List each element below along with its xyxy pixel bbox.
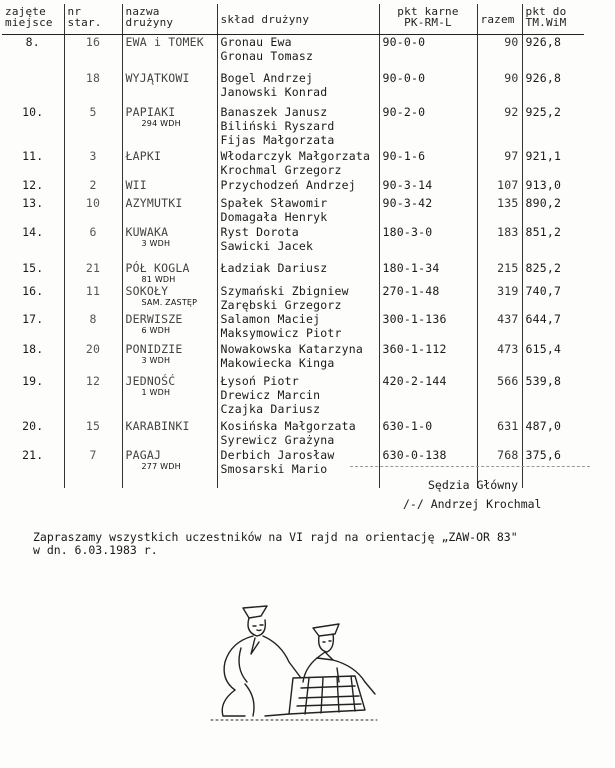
member-name: Włodarczyk Małgorzata xyxy=(220,148,371,163)
team-name: EWA i TOMEK xyxy=(125,35,204,49)
table-row xyxy=(2,261,584,284)
members-cell xyxy=(217,105,379,149)
penalty-cell: 360-1-112 xyxy=(379,342,477,374)
team-name-cell xyxy=(122,312,217,342)
member-name: Fijas Małgorzata xyxy=(220,132,335,147)
place-cell: 10. xyxy=(22,104,44,119)
members-cell xyxy=(217,261,379,284)
start-number-cell: 16 xyxy=(64,35,122,71)
team-name: ŁAPKI xyxy=(125,148,162,163)
member-name: Ładziak Dariusz xyxy=(220,260,328,275)
header-team: nazwa drużyny xyxy=(122,4,217,35)
start-number-cell: 12 xyxy=(64,374,122,419)
team-name: WYJĄTKOWI xyxy=(125,70,190,85)
member-name: Janowski Konrad xyxy=(220,84,328,99)
sum-cell: 97 xyxy=(477,149,522,178)
members-cell xyxy=(217,419,379,448)
table-row xyxy=(2,35,584,71)
penalty-cell: 90-1-6 xyxy=(379,149,477,178)
team-name: SOKOŁY xyxy=(125,283,169,298)
sum-cell: 107 xyxy=(477,178,522,196)
table-row xyxy=(2,342,584,374)
team-note: 3 WDH xyxy=(141,238,171,248)
table-row xyxy=(2,178,584,196)
place-cell: 8. xyxy=(25,35,40,49)
team-name: JEDNOŚĆ xyxy=(125,373,176,388)
sum-cell: 768 xyxy=(477,448,522,488)
points-cell: 375,6 xyxy=(522,448,584,488)
member-name: Gronau Tomasz xyxy=(220,49,314,63)
team-note: 277 WDH xyxy=(141,461,181,471)
member-name: Ryst Dorota xyxy=(220,224,299,239)
sum-cell: 631 xyxy=(477,419,522,448)
members-cell xyxy=(217,178,379,196)
penalty-cell: 90-0-0 xyxy=(379,71,477,105)
penalty-cell: 90-3-14 xyxy=(379,178,477,196)
member-name: Syrewicz Grażyna xyxy=(220,432,335,447)
header-members: skład drużyny xyxy=(217,4,379,35)
members-cell xyxy=(217,374,379,419)
penalty-cell: 630-1-0 xyxy=(379,419,477,448)
table-row xyxy=(2,196,584,225)
members-cell xyxy=(217,342,379,374)
signature-divider xyxy=(350,466,590,467)
place-cell: 21. xyxy=(22,447,44,462)
start-number-cell: 3 xyxy=(64,149,122,178)
scouts-with-map-sketch xyxy=(205,598,385,726)
start-number-cell: 11 xyxy=(64,284,122,312)
member-name: Salamon Maciej xyxy=(220,311,321,326)
points-cell: 913,0 xyxy=(522,178,584,196)
members-cell xyxy=(217,196,379,225)
results-table xyxy=(2,4,584,488)
team-name-cell xyxy=(122,448,217,488)
sum-cell: 92 xyxy=(477,105,522,149)
points-cell: 921,1 xyxy=(522,149,584,178)
penalty-cell: 420-2-144 xyxy=(379,374,477,419)
points-cell: 615,4 xyxy=(522,342,584,374)
sum-cell: 135 xyxy=(477,196,522,225)
start-number-cell: 10 xyxy=(64,196,122,225)
judge-name: /-/ Andrzej Krochmal xyxy=(403,497,542,511)
team-note: 3 WDH xyxy=(141,355,171,365)
penalty-cell: 90-3-42 xyxy=(379,196,477,225)
member-name: Krochmal Grzegorz xyxy=(220,162,342,177)
start-number-cell: 2 xyxy=(64,178,122,196)
sum-cell: 473 xyxy=(477,342,522,374)
place-cell: 17. xyxy=(22,311,44,326)
place-cell: 20. xyxy=(22,418,44,433)
table-row xyxy=(2,312,584,342)
team-name: KUWAKA xyxy=(125,224,169,239)
penalty-cell: 270-1-48 xyxy=(379,284,477,312)
points-cell: 890,2 xyxy=(522,196,584,225)
sum-cell: 183 xyxy=(477,225,522,261)
header-sum: razem xyxy=(477,4,522,35)
header-nr: nr star. xyxy=(64,4,122,35)
member-name: Zarębski Grzegorz xyxy=(220,297,342,312)
member-name: Derbich Jarosław xyxy=(220,447,335,462)
member-name: Gronau Ewa xyxy=(220,35,292,49)
team-name-cell xyxy=(122,225,217,261)
sum-cell: 437 xyxy=(477,312,522,342)
team-note: 294 WDH xyxy=(141,118,181,128)
team-name-cell xyxy=(122,261,217,284)
penalty-cell: 180-1-34 xyxy=(379,261,477,284)
members-cell xyxy=(217,284,379,312)
team-name-cell xyxy=(122,149,217,178)
member-name: Spałek Sławomir xyxy=(220,195,328,210)
table-row xyxy=(2,105,584,149)
penalty-cell: 90-0-0 xyxy=(379,35,477,71)
sum-cell: 319 xyxy=(477,284,522,312)
points-cell: 740,7 xyxy=(522,284,584,312)
team-note: 81 WDH xyxy=(141,274,176,284)
member-name: Nowakowska Katarzyna xyxy=(220,341,363,356)
start-number-cell: 18 xyxy=(64,71,122,105)
place-cell: 16. xyxy=(22,283,44,298)
team-name: PAPIAKI xyxy=(125,104,176,119)
team-name-cell xyxy=(122,71,217,105)
start-number-cell: 20 xyxy=(64,342,122,374)
points-cell: 539,8 xyxy=(522,374,584,419)
team-name: PAGAJ xyxy=(125,447,162,462)
invitation-line-1: Zapraszamy wszystkich uczestników na VI rajd na orientację „ZAW-OR 83" xyxy=(33,530,518,544)
table-row xyxy=(2,149,584,178)
member-name: Łysoń Piotr xyxy=(220,373,299,388)
member-name: Bogel Andrzej xyxy=(220,70,314,85)
place-cell: 13. xyxy=(22,195,44,210)
invitation-line-2: w dn. 6.03.1983 r. xyxy=(33,543,158,557)
points-cell: 926,8 xyxy=(522,35,584,71)
team-name: DERWISZE xyxy=(125,311,183,326)
invitation-text xyxy=(33,531,518,557)
points-cell: 487,0 xyxy=(522,419,584,448)
member-name: Kosińska Małgorzata xyxy=(220,418,356,433)
penalty-cell: 630-0-138 xyxy=(379,448,477,488)
sum-cell: 90 xyxy=(477,71,522,105)
team-note: 6 WDH xyxy=(141,325,171,335)
team-name-cell xyxy=(122,342,217,374)
place-cell xyxy=(2,71,64,105)
start-number-cell: 8 xyxy=(64,312,122,342)
place-cell: 11. xyxy=(22,148,44,163)
sum-cell: 90 xyxy=(477,35,522,71)
sum-cell: 215 xyxy=(477,261,522,284)
table-row xyxy=(2,419,584,448)
members-cell xyxy=(217,312,379,342)
team-name-cell xyxy=(122,196,217,225)
place-cell: 18. xyxy=(22,341,44,356)
member-name: Banaszek Janusz xyxy=(220,104,328,119)
points-cell: 851,2 xyxy=(522,225,584,261)
team-note: SAM. ZASTĘP xyxy=(141,297,198,307)
table-row xyxy=(2,71,584,105)
member-name: Przychodzeń Andrzej xyxy=(220,177,356,192)
start-number-cell: 15 xyxy=(64,419,122,448)
member-name: Smosarski Mario xyxy=(220,461,328,476)
place-cell: 15. xyxy=(22,260,44,275)
table-row xyxy=(2,374,584,419)
team-name-cell xyxy=(122,419,217,448)
place-cell: 14. xyxy=(22,224,44,239)
team-name: PONIDZIE xyxy=(125,341,183,356)
member-name: Czajka Dariusz xyxy=(220,401,321,416)
table-header-row xyxy=(2,4,584,35)
members-cell xyxy=(217,225,379,261)
place-cell: 19. xyxy=(22,373,44,388)
penalty-cell: 300-1-136 xyxy=(379,312,477,342)
table-row xyxy=(2,225,584,261)
team-name: AZYMUTKI xyxy=(125,195,183,210)
team-name: KARABINKI xyxy=(125,418,190,433)
team-name-cell xyxy=(122,105,217,149)
table-row xyxy=(2,284,584,312)
member-name: Szymański Zbigniew xyxy=(220,283,349,298)
member-name: Biliński Ryszard xyxy=(220,118,335,133)
members-cell xyxy=(217,35,379,71)
start-number-cell: 7 xyxy=(64,448,122,488)
penalty-cell: 90-2-0 xyxy=(379,105,477,149)
team-name: WII xyxy=(125,177,147,192)
header-place: zajęte miejsce xyxy=(2,4,64,35)
header-penalty: pkt karne PK-RM-L xyxy=(379,4,477,35)
member-name: Makowiecka Kinga xyxy=(220,355,335,370)
team-name-cell xyxy=(122,374,217,419)
team-name-cell xyxy=(122,284,217,312)
sum-cell: 566 xyxy=(477,374,522,419)
judge-title: Sędzia Główny xyxy=(428,478,519,492)
penalty-cell: 180-3-0 xyxy=(379,225,477,261)
start-number-cell: 5 xyxy=(64,105,122,149)
start-number-cell: 6 xyxy=(64,225,122,261)
team-name: PÓŁ KOGLA xyxy=(125,260,190,275)
start-number-cell: 21 xyxy=(64,261,122,284)
members-cell xyxy=(217,448,379,488)
member-name: Maksymowicz Piotr xyxy=(220,325,342,340)
members-cell xyxy=(217,149,379,178)
team-name-cell xyxy=(122,35,217,71)
place-cell: 12. xyxy=(22,177,44,192)
points-cell: 926,8 xyxy=(522,71,584,105)
points-cell: 644,7 xyxy=(522,312,584,342)
points-cell: 925,2 xyxy=(522,105,584,149)
team-name-cell xyxy=(122,178,217,196)
member-name: Drewicz Marcin xyxy=(220,387,321,402)
member-name: Sawicki Jacek xyxy=(220,238,314,253)
members-cell xyxy=(217,71,379,105)
member-name: Domagała Henryk xyxy=(220,209,328,224)
points-cell: 825,2 xyxy=(522,261,584,284)
team-note: 1 WDH xyxy=(141,387,171,397)
header-points: pkt do TM.WiM xyxy=(522,4,584,35)
